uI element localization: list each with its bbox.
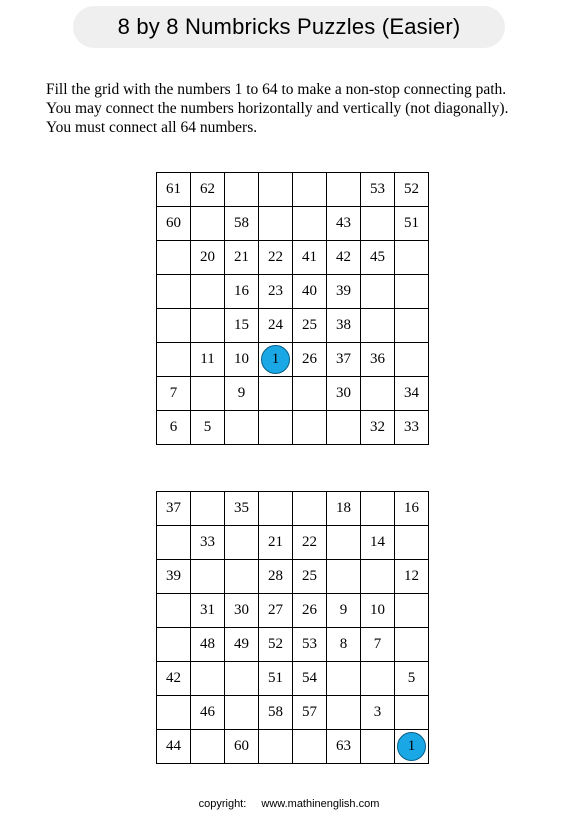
empty-cell[interactable] xyxy=(395,343,429,377)
empty-cell[interactable] xyxy=(191,730,225,764)
number-cell: 30 xyxy=(225,594,259,628)
number-cell: 57 xyxy=(293,696,327,730)
number-cell: 32 xyxy=(361,411,395,445)
empty-cell[interactable] xyxy=(157,309,191,343)
number-cell: 16 xyxy=(225,275,259,309)
empty-cell[interactable] xyxy=(361,560,395,594)
title-bar xyxy=(73,6,505,48)
number-cell: 26 xyxy=(293,594,327,628)
number-cell: 24 xyxy=(259,309,293,343)
empty-cell[interactable] xyxy=(361,377,395,411)
empty-cell[interactable] xyxy=(395,309,429,343)
number-cell: 5 xyxy=(395,662,429,696)
empty-cell[interactable] xyxy=(225,662,259,696)
grid-row xyxy=(157,207,429,241)
number-cell xyxy=(259,343,293,377)
number-cell: 46 xyxy=(191,696,225,730)
instruction-line: Fill the grid with the numbers 1 to 64 to make a non-stop connecting path. xyxy=(46,81,507,98)
copyright-label: copyright: xyxy=(198,798,247,810)
empty-cell[interactable] xyxy=(191,309,225,343)
site-link[interactable]: www.mathinenglish.com xyxy=(261,798,380,810)
grid-row xyxy=(157,730,429,764)
empty-cell[interactable] xyxy=(259,207,293,241)
grid-row xyxy=(157,173,429,207)
empty-cell[interactable] xyxy=(395,241,429,275)
number-cell: 20 xyxy=(191,241,225,275)
number-cell: 58 xyxy=(259,696,293,730)
empty-cell[interactable] xyxy=(293,173,327,207)
number-cell: 5 xyxy=(191,411,225,445)
number-cell: 30 xyxy=(327,377,361,411)
number-cell: 21 xyxy=(225,241,259,275)
empty-cell[interactable] xyxy=(191,560,225,594)
empty-cell[interactable] xyxy=(191,207,225,241)
empty-cell[interactable] xyxy=(157,628,191,662)
empty-cell[interactable] xyxy=(225,411,259,445)
empty-cell[interactable] xyxy=(259,377,293,411)
grid-row xyxy=(157,662,429,696)
number-cell: 15 xyxy=(225,309,259,343)
grid-row xyxy=(157,309,429,343)
empty-cell[interactable] xyxy=(293,411,327,445)
number-cell: 37 xyxy=(327,343,361,377)
empty-cell[interactable] xyxy=(361,730,395,764)
empty-cell[interactable] xyxy=(293,730,327,764)
empty-cell[interactable] xyxy=(395,696,429,730)
puzzle-grid-1 xyxy=(156,172,429,445)
empty-cell[interactable] xyxy=(259,411,293,445)
number-cell: 33 xyxy=(191,526,225,560)
number-cell: 18 xyxy=(327,492,361,526)
number-cell: 51 xyxy=(395,207,429,241)
empty-cell[interactable] xyxy=(157,594,191,628)
empty-cell[interactable] xyxy=(361,662,395,696)
number-cell: 34 xyxy=(395,377,429,411)
empty-cell[interactable] xyxy=(191,275,225,309)
empty-cell[interactable] xyxy=(157,696,191,730)
empty-cell[interactable] xyxy=(225,696,259,730)
empty-cell[interactable] xyxy=(293,377,327,411)
number-cell: 58 xyxy=(225,207,259,241)
instruction-line: You may connect the numbers horizontally and vertically (not diagonally). xyxy=(46,100,509,117)
empty-cell[interactable] xyxy=(157,241,191,275)
number-cell: 52 xyxy=(395,173,429,207)
number-cell: 60 xyxy=(225,730,259,764)
empty-cell[interactable] xyxy=(327,696,361,730)
number-cell: 52 xyxy=(259,628,293,662)
grid-row xyxy=(157,377,429,411)
empty-cell[interactable] xyxy=(225,526,259,560)
empty-cell[interactable] xyxy=(361,309,395,343)
grid-row xyxy=(157,241,429,275)
number-cell: 42 xyxy=(157,662,191,696)
number-cell: 21 xyxy=(259,526,293,560)
number-cell: 25 xyxy=(293,309,327,343)
number-cell: 35 xyxy=(225,492,259,526)
empty-cell[interactable] xyxy=(327,411,361,445)
grid-row xyxy=(157,343,429,377)
grid-row xyxy=(157,411,429,445)
number-cell: 39 xyxy=(327,275,361,309)
empty-cell[interactable] xyxy=(361,275,395,309)
empty-cell[interactable] xyxy=(327,173,361,207)
number-cell: 7 xyxy=(361,628,395,662)
number-cell: 22 xyxy=(293,526,327,560)
number-cell: 54 xyxy=(293,662,327,696)
number-cell: 3 xyxy=(361,696,395,730)
grid-row xyxy=(157,275,429,309)
empty-cell[interactable] xyxy=(395,526,429,560)
number-cell: 53 xyxy=(361,173,395,207)
number-cell: 7 xyxy=(157,377,191,411)
number-cell: 45 xyxy=(361,241,395,275)
puzzle-grid-2 xyxy=(156,491,429,764)
empty-cell[interactable] xyxy=(293,492,327,526)
number-cell: 25 xyxy=(293,560,327,594)
number-cell: 14 xyxy=(361,526,395,560)
empty-cell[interactable] xyxy=(259,730,293,764)
empty-cell[interactable] xyxy=(293,207,327,241)
empty-cell[interactable] xyxy=(395,594,429,628)
number-cell: 11 xyxy=(191,343,225,377)
number-cell: 10 xyxy=(225,343,259,377)
number-cell: 36 xyxy=(361,343,395,377)
number-cell: 42 xyxy=(327,241,361,275)
empty-cell[interactable] xyxy=(395,275,429,309)
empty-cell[interactable] xyxy=(361,492,395,526)
number-cell: 44 xyxy=(157,730,191,764)
number-cell: 51 xyxy=(259,662,293,696)
number-cell: 53 xyxy=(293,628,327,662)
number-cell: 16 xyxy=(395,492,429,526)
instructions xyxy=(46,80,556,137)
empty-cell[interactable] xyxy=(361,207,395,241)
empty-cell[interactable] xyxy=(327,560,361,594)
instruction-line: You must connect all 64 numbers. xyxy=(46,119,258,136)
empty-cell[interactable] xyxy=(157,275,191,309)
number-cell: 61 xyxy=(157,173,191,207)
number-cell: 12 xyxy=(395,560,429,594)
number-cell: 37 xyxy=(157,492,191,526)
number-cell: 31 xyxy=(191,594,225,628)
empty-cell[interactable] xyxy=(157,526,191,560)
number-cell: 62 xyxy=(191,173,225,207)
empty-cell[interactable] xyxy=(225,173,259,207)
number-cell xyxy=(395,730,429,764)
empty-cell[interactable] xyxy=(191,492,225,526)
grid-row xyxy=(157,594,429,628)
number-cell: 9 xyxy=(225,377,259,411)
number-cell: 60 xyxy=(157,207,191,241)
grid-row xyxy=(157,560,429,594)
number-cell: 22 xyxy=(259,241,293,275)
number-cell: 48 xyxy=(191,628,225,662)
number-cell: 38 xyxy=(327,309,361,343)
empty-cell[interactable] xyxy=(259,173,293,207)
grid-row xyxy=(157,492,429,526)
number-cell: 23 xyxy=(259,275,293,309)
number-cell: 49 xyxy=(225,628,259,662)
number-cell: 28 xyxy=(259,560,293,594)
empty-cell[interactable] xyxy=(191,662,225,696)
start-marker: 1 xyxy=(397,732,426,761)
number-cell: 9 xyxy=(327,594,361,628)
empty-cell[interactable] xyxy=(395,628,429,662)
empty-cell[interactable] xyxy=(327,662,361,696)
grid-row xyxy=(157,696,429,730)
number-cell: 10 xyxy=(361,594,395,628)
footer xyxy=(0,798,578,810)
number-cell: 41 xyxy=(293,241,327,275)
grid-row xyxy=(157,628,429,662)
number-cell: 8 xyxy=(327,628,361,662)
empty-cell[interactable] xyxy=(259,492,293,526)
number-cell: 63 xyxy=(327,730,361,764)
number-cell: 26 xyxy=(293,343,327,377)
number-cell: 27 xyxy=(259,594,293,628)
number-cell: 40 xyxy=(293,275,327,309)
number-cell: 39 xyxy=(157,560,191,594)
start-marker: 1 xyxy=(261,345,290,374)
number-cell: 43 xyxy=(327,207,361,241)
empty-cell[interactable] xyxy=(327,526,361,560)
empty-cell[interactable] xyxy=(157,343,191,377)
empty-cell[interactable] xyxy=(191,377,225,411)
empty-cell[interactable] xyxy=(225,560,259,594)
number-cell: 33 xyxy=(395,411,429,445)
page-title: 8 by 8 Numbricks Puzzles (Easier) xyxy=(117,14,461,39)
grid-row xyxy=(157,526,429,560)
number-cell: 6 xyxy=(157,411,191,445)
